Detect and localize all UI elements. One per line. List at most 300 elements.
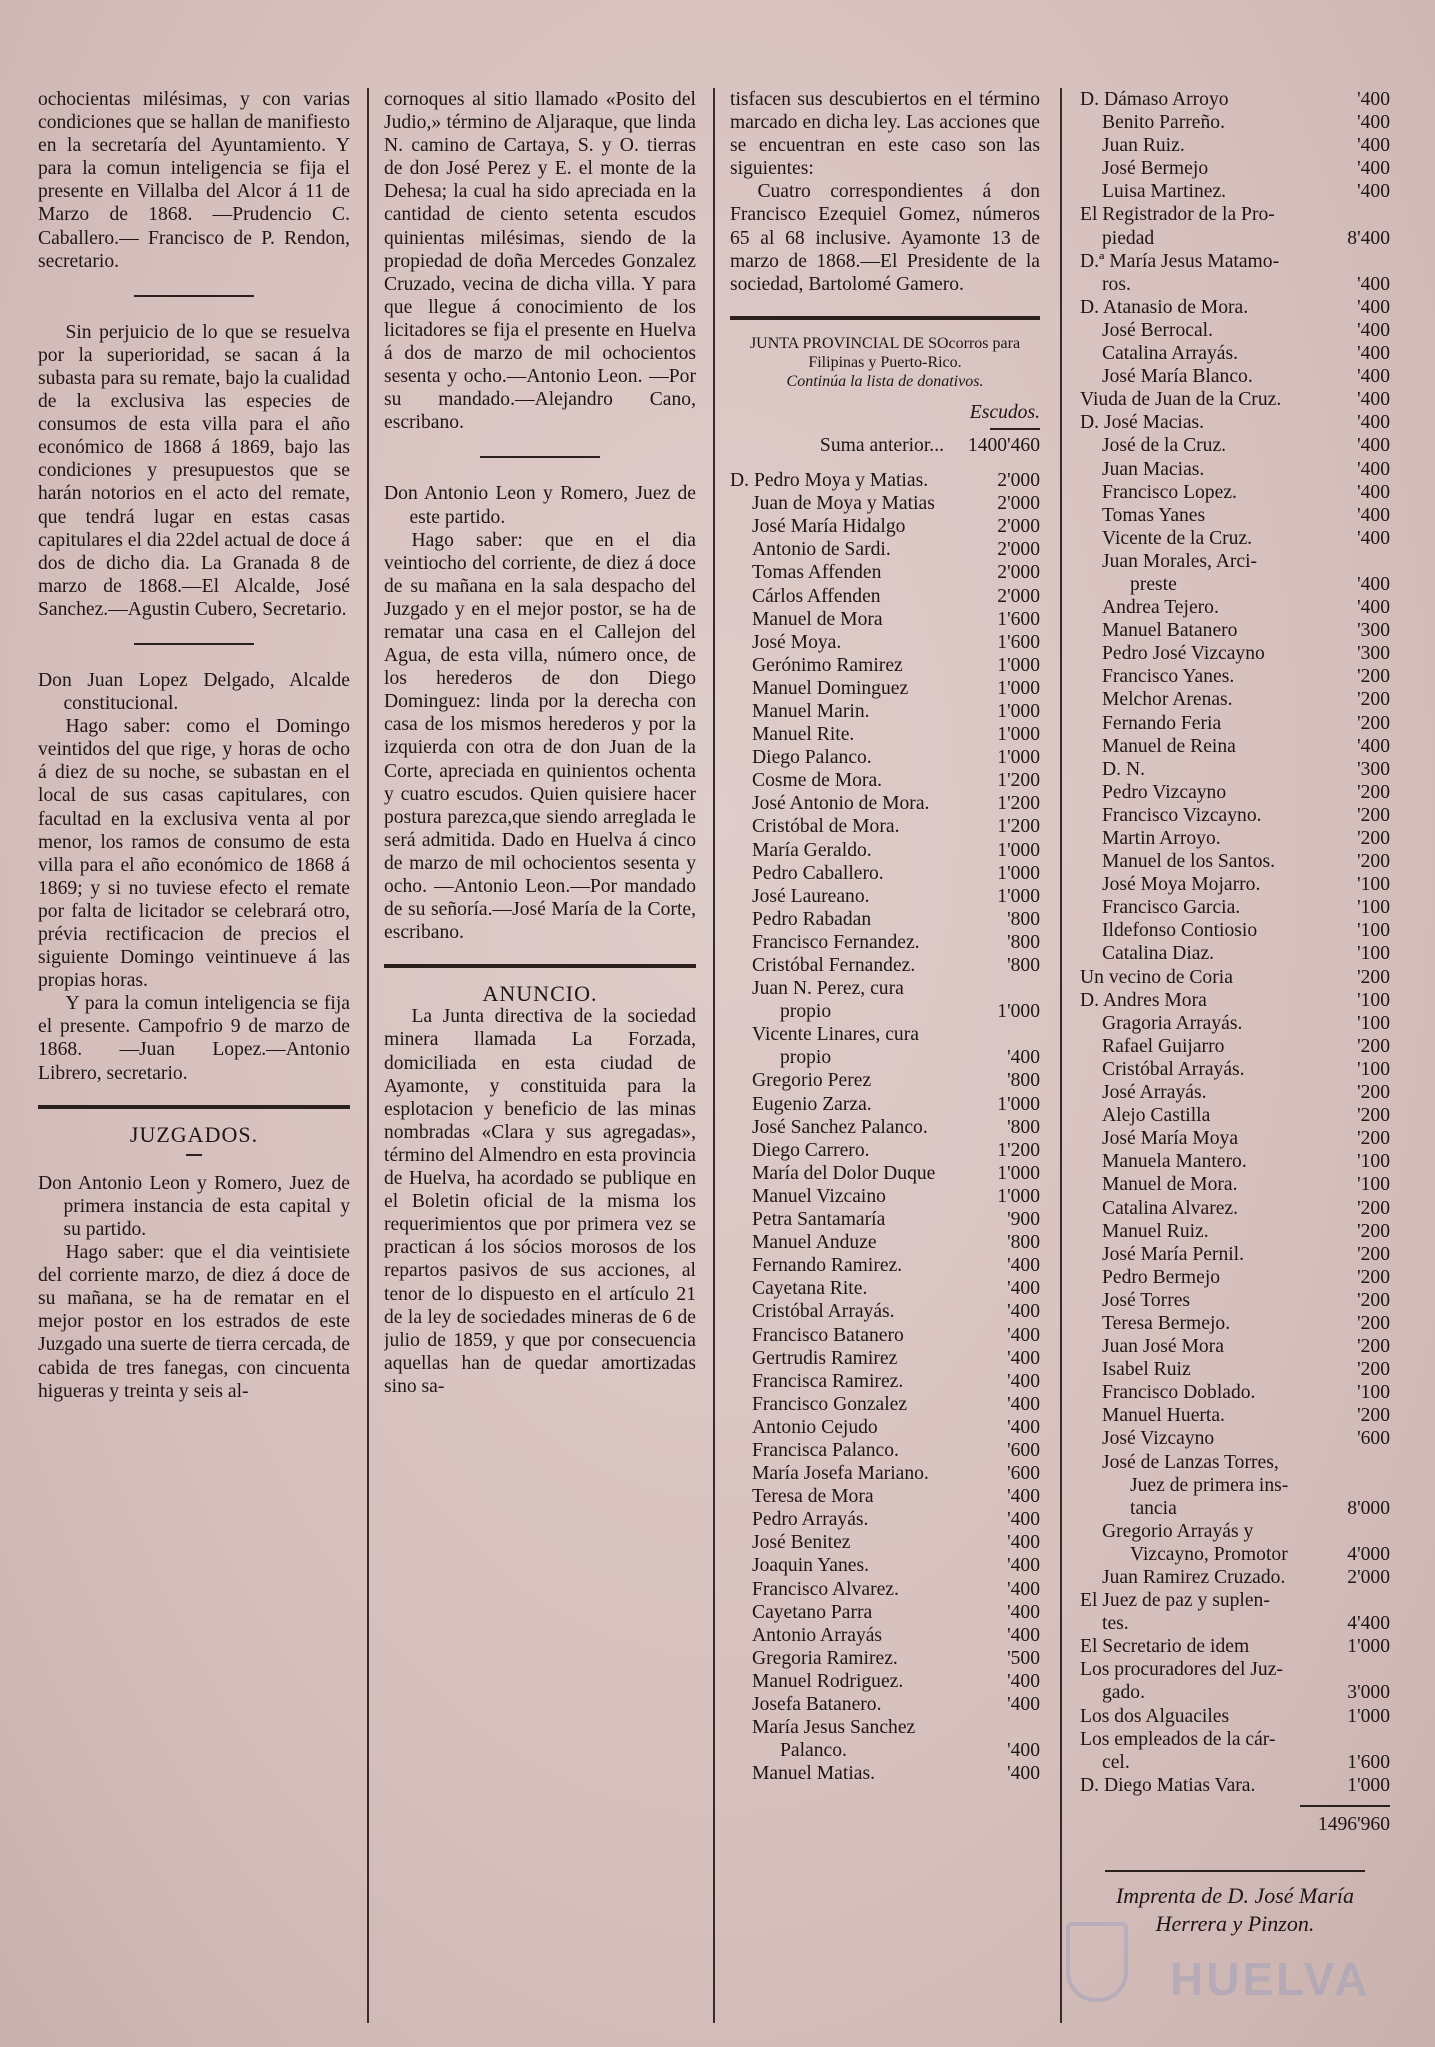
separator xyxy=(1105,1870,1365,1872)
donor-name: Catalina Alvarez. xyxy=(1102,1197,1239,1219)
donation-row xyxy=(730,839,1040,862)
donor-name: José Torres xyxy=(1102,1289,1191,1311)
donation-row xyxy=(730,1647,1040,1670)
watermark: HUELVA xyxy=(1170,1953,1371,2005)
notice-juzgado-header: Don Antonio Leon y Romero, Juez de primera instancia de esta capital y su partido. xyxy=(38,1172,350,1240)
donation-row xyxy=(1080,1266,1390,1289)
donation-row xyxy=(730,1693,1040,1716)
notice-forzada: La Junta directiva de la sociedad minera llamada La Forzada, domiciliada en esta ciudad de Ayamonte, y constituida para la esplotacion y beneficio de las minas nombradas «Clara y sus agregadas», término del Almendro en esta provincia de Huelva, ha acordado se publique en el Boletin oficial de la misma los requerimientos que por primera vez se practican á los sócios morosos de los repartos pasivos de sus acciones, al tenor de lo dispuesto en el artículo 21 de la ley de sociedades mineras de 6 de julio de 1859, y que por consecuencia aquellas han de quedar amortizadas sino sa- xyxy=(384,1006,696,1397)
donor-name: Vicente Linares, cura xyxy=(752,1024,919,1046)
donation-row xyxy=(1080,504,1390,527)
donor-name: D. Diego Matias Vara. xyxy=(1080,1774,1256,1796)
donor-name: Palanco. xyxy=(780,1740,847,1762)
donation-amount: 2'000 xyxy=(997,562,1040,584)
donation-amount: '400 xyxy=(1357,573,1390,595)
donor-name: propio xyxy=(780,1047,832,1069)
donation-row xyxy=(1080,873,1390,896)
donation-row xyxy=(730,1231,1040,1254)
donation-amount: '200 xyxy=(1357,1082,1390,1104)
donation-amount: '400 xyxy=(1007,1624,1040,1646)
donor-name: D. Andres Mora xyxy=(1080,989,1207,1011)
donation-amount: '400 xyxy=(1357,343,1390,365)
donation-amount: 1'000 xyxy=(1347,1636,1390,1658)
donor-name: Manuel Ruiz. xyxy=(1102,1220,1209,1242)
donor-name: José de la Cruz. xyxy=(1102,435,1227,457)
donation-row xyxy=(730,492,1040,515)
shield-icon xyxy=(1066,1922,1128,2002)
donation-amount: '400 xyxy=(1007,1601,1040,1623)
donation-amount: '800 xyxy=(1007,1232,1040,1254)
donation-row xyxy=(1080,1566,1390,1589)
separator xyxy=(134,643,254,645)
donor-name: Antonio Arrayás xyxy=(752,1624,883,1646)
donation-row xyxy=(1080,942,1390,965)
imprint: Imprenta de D. José María Herrera y Pinzon. xyxy=(1115,1883,1355,1937)
donation-row xyxy=(730,1624,1040,1647)
donation-row xyxy=(730,723,1040,746)
donor-name: Cristóbal Arrayás. xyxy=(1102,1058,1245,1080)
donation-row xyxy=(1080,458,1390,481)
donation-row xyxy=(1080,1150,1390,1173)
donation-amount: '200 xyxy=(1357,1359,1390,1381)
donation-amount: '400 xyxy=(1357,458,1390,480)
donation-row xyxy=(1080,1127,1390,1150)
donor-name: Tomas Affenden xyxy=(752,562,882,584)
donation-row xyxy=(1080,1728,1390,1751)
donation-row xyxy=(730,515,1040,538)
thick-rule xyxy=(38,1105,350,1109)
donor-name: Juan Morales, Arci- xyxy=(1102,550,1258,572)
donation-list xyxy=(1080,88,1390,1797)
donor-name: Diego Palanco. xyxy=(752,747,872,769)
donation-row xyxy=(1080,1635,1390,1658)
donation-row xyxy=(730,1370,1040,1393)
donation-row xyxy=(1080,735,1390,758)
column-4 xyxy=(1080,88,1390,2028)
donor-name: Pedro Caballero. xyxy=(752,862,884,884)
total-rule xyxy=(1300,1805,1390,1807)
donation-amount: '100 xyxy=(1357,897,1390,919)
donor-name: Cosme de Mora. xyxy=(752,770,883,792)
donation-row xyxy=(730,538,1040,561)
donation-amount: 2'000 xyxy=(997,585,1040,607)
donor-name: Teresa de Mora xyxy=(752,1486,874,1508)
donation-amount: 1'000 xyxy=(1347,1774,1390,1796)
notice-callejon-header: Don Antonio Leon y Romero, Juez de este partido. xyxy=(384,483,696,528)
donation-row xyxy=(1080,573,1390,596)
donation-amount: 1'000 xyxy=(997,654,1040,676)
donor-name: Gregorio Perez xyxy=(752,1070,872,1092)
donor-name: Luisa Martinez. xyxy=(1102,181,1227,203)
donation-row xyxy=(730,954,1040,977)
donation-row xyxy=(1080,527,1390,550)
donation-amount: '300 xyxy=(1357,620,1390,642)
donation-row xyxy=(730,792,1040,815)
donation-amount: '200 xyxy=(1357,851,1390,873)
donation-amount: '200 xyxy=(1357,1266,1390,1288)
donation-amount: '200 xyxy=(1357,828,1390,849)
donation-amount: '200 xyxy=(1357,666,1390,688)
donor-name: Pedro José Vizcayno xyxy=(1102,643,1265,665)
donor-name: Joaquin Yanes. xyxy=(752,1555,870,1577)
notice-campofrio-header: Don Juan Lopez Delgado, Alcalde constitucional. xyxy=(38,669,350,715)
notice-aljaraque: cornoques al sitio llamado «Posito del Judio,» término de Aljaraque, que linda N. camino de Cartaya, S. y O. tierras de don José Perez y E. el monte de la Dehesa; la cual ha sido apreciada en la cantidad de ciento setenta escudos quinientas milésimas, siendo de la propiedad de doña Mercedes Gonzalez Cruzado, vecina de dicha villa. Y para que llegue á conocimiento de los licitadores se fija el presente en Huelva á dos de marzo de mil ochocientos sesenta y ocho.—Antonio Leon. —Por su mandado.—Alejandro Cano, escribano. xyxy=(384,89,696,434)
donor-name: D. Dámaso Arroyo xyxy=(1080,89,1229,110)
separator xyxy=(134,295,254,297)
donation-amount: 1'000 xyxy=(1347,1705,1390,1727)
donation-amount: 1'200 xyxy=(997,816,1040,838)
donation-row xyxy=(1080,388,1390,411)
donation-amount: 2'000 xyxy=(997,493,1040,515)
donor-name: Pedro Rabadan xyxy=(752,908,872,930)
donation-row xyxy=(1080,919,1390,942)
donor-name: Francisco Batanero xyxy=(752,1324,904,1346)
donation-row xyxy=(1080,481,1390,504)
donor-name: Benito Parreño. xyxy=(1102,112,1225,134)
separator xyxy=(480,456,600,458)
donor-name: Petra Santamaría xyxy=(752,1209,886,1231)
donor-name: Juan de Moya y Matias xyxy=(752,493,935,515)
donation-row xyxy=(1080,411,1390,434)
donation-amount: '400 xyxy=(1357,735,1390,757)
donation-row xyxy=(730,1762,1040,1785)
donor-name: gado. xyxy=(1102,1682,1145,1704)
donor-name: María Jesus Sanchez xyxy=(752,1717,916,1739)
donor-name: Manuel Vizcaino xyxy=(752,1185,886,1207)
donation-amount: 1'000 xyxy=(997,1001,1040,1023)
donor-name: ros. xyxy=(1102,273,1131,295)
donation-row xyxy=(1080,688,1390,711)
donor-name: Pedro Bermejo xyxy=(1102,1266,1221,1288)
donation-row xyxy=(1080,1058,1390,1081)
donation-row xyxy=(730,1485,1040,1508)
donor-name: D.ª María Jesus Matamo- xyxy=(1080,250,1280,272)
donation-row xyxy=(1080,365,1390,388)
donation-row xyxy=(1080,1543,1390,1566)
donation-amount: '400 xyxy=(1007,1301,1040,1323)
thick-rule xyxy=(384,964,696,968)
donation-amount: '400 xyxy=(1357,366,1390,388)
donation-amount: '400 xyxy=(1007,1255,1040,1277)
donation-amount: '400 xyxy=(1007,1694,1040,1715)
donor-name: Francisco Vizcayno. xyxy=(1102,804,1262,826)
donation-row xyxy=(1080,1243,1390,1266)
donor-name: Francisco Alvarez. xyxy=(752,1578,899,1600)
donation-row xyxy=(730,1601,1040,1624)
donation-row xyxy=(1080,1520,1390,1543)
donation-row xyxy=(730,746,1040,769)
donor-name: José Sanchez Palanco. xyxy=(752,1116,928,1138)
donor-name: Francisco Yanes. xyxy=(1102,666,1235,688)
donor-name: María Geraldo. xyxy=(752,839,872,861)
donor-name: D. Atanasio de Mora. xyxy=(1080,296,1249,318)
donation-amount: 1'000 xyxy=(997,677,1040,699)
notice-campofrio-body: Hago saber: como el Domingo veintidos del que rige, y horas de ocho á diez de su noche, se subastan en el local de sus casas capitulares, con facultad en la exclusiva venta al por menor, los ramos de consumo de esta villa para el año económico de 1868 á 1869; y si no tuviese efecto el remate por falta de licitador se celebrará otro, prévia rectificacion de precios el siguiente Domingo veintinueve á las propias horas. xyxy=(38,716,350,992)
donation-row xyxy=(730,700,1040,723)
donation-amount: '400 xyxy=(1007,1763,1040,1785)
donor-name: piedad xyxy=(1102,227,1155,249)
donor-name: Los empleados de la cár- xyxy=(1080,1728,1276,1750)
donation-amount: '400 xyxy=(1357,481,1390,503)
donation-amount: '400 xyxy=(1357,435,1390,457)
donation-row xyxy=(1080,1381,1390,1404)
donation-amount: '200 xyxy=(1357,966,1390,988)
donation-amount: 1'000 xyxy=(997,1185,1040,1207)
donation-amount: '100 xyxy=(1357,989,1390,1011)
column-1 xyxy=(38,88,350,2028)
donation-row xyxy=(1080,758,1390,781)
donation-amount: '400 xyxy=(1357,181,1390,203)
donor-name: D. Pedro Moya y Matias. xyxy=(730,470,929,492)
donation-row xyxy=(730,608,1040,631)
donor-name: Andrea Tejero. xyxy=(1102,597,1219,619)
donation-amount: 2'000 xyxy=(997,516,1040,538)
donation-row xyxy=(1080,1358,1390,1381)
column-2 xyxy=(384,88,696,2028)
donor-name: José Vizcayno xyxy=(1102,1428,1215,1450)
donation-amount: '400 xyxy=(1007,1324,1040,1346)
donation-row xyxy=(1080,88,1390,111)
donation-amount: '200 xyxy=(1357,804,1390,826)
donor-name: Cayetano Parra xyxy=(752,1601,873,1623)
donation-row xyxy=(730,585,1040,608)
donation-row xyxy=(1080,850,1390,873)
donor-name: María Josefa Mariano. xyxy=(752,1463,929,1485)
donation-amount: 1'600 xyxy=(997,608,1040,630)
donation-amount: '200 xyxy=(1357,1243,1390,1265)
donation-amount: 4'400 xyxy=(1347,1613,1390,1635)
donation-row xyxy=(730,1462,1040,1485)
donor-name: El Secretario de idem xyxy=(1080,1636,1250,1658)
donor-name: Ildefonso Contiosio xyxy=(1102,920,1258,942)
donation-row xyxy=(1080,1173,1390,1196)
donation-amount: 1'000 xyxy=(997,1093,1040,1115)
donation-amount: '400 xyxy=(1007,1670,1040,1692)
donation-amount: '100 xyxy=(1357,920,1390,942)
donation-amount: 1'200 xyxy=(997,793,1040,815)
donation-amount: '800 xyxy=(1007,1116,1040,1138)
donation-row xyxy=(1080,712,1390,735)
donor-name: Francisco Gonzalez xyxy=(752,1393,908,1415)
donation-row xyxy=(1080,1220,1390,1243)
donation-row xyxy=(1080,1658,1390,1681)
donation-row xyxy=(1080,1589,1390,1612)
donor-name: Cristóbal de Mora. xyxy=(752,816,900,838)
donation-amount: '400 xyxy=(1357,597,1390,619)
donation-row xyxy=(730,1393,1040,1416)
currency-label: Escudos. xyxy=(969,401,1040,423)
donation-amount: '300 xyxy=(1357,758,1390,780)
donor-name: José María Hidalgo xyxy=(752,516,906,538)
donor-name: Manuel Dominguez xyxy=(752,677,909,699)
notice-forzada-cont: tisfacen sus descubiertos en el término marcado en dicha ley. Las acciones que se encuentran en este caso son las siguientes: xyxy=(730,89,1040,180)
notice-forzada-shares: Cuatro correspondientes á don Francisco Ezequiel Gomez, números 65 al 68 inclusive. Ayamonte 13 de marzo de 1868.—El Presidente de la sociedad, Bartolomé Gamero. xyxy=(730,181,1040,295)
donation-amount: '100 xyxy=(1357,1174,1390,1196)
donation-row xyxy=(730,1139,1040,1162)
donation-row xyxy=(730,931,1040,954)
notice-campofrio-closing: Y para la comun inteligencia se fija el presente. Campofrio 9 de marzo de 1868. —Juan Lopez.—Antonio Librero, secretario. xyxy=(38,993,350,1084)
donor-name: Manuel de Mora xyxy=(752,608,883,630)
donation-amount: 1'200 xyxy=(997,1139,1040,1161)
donation-amount: '400 xyxy=(1357,273,1390,295)
donor-name: Alejo Castilla xyxy=(1102,1105,1211,1127)
donation-row xyxy=(1080,781,1390,804)
donor-name: José María Pernil. xyxy=(1102,1243,1245,1265)
donation-row xyxy=(1080,642,1390,665)
donation-amount: '800 xyxy=(1007,931,1040,953)
donor-name: José de Lanzas Torres, xyxy=(1102,1451,1279,1473)
donation-amount: '300 xyxy=(1357,643,1390,665)
donation-amount: '400 xyxy=(1007,1347,1040,1369)
donation-amount: 1'000 xyxy=(997,839,1040,861)
donation-row xyxy=(730,1716,1040,1739)
donor-name: Antonio Cejudo xyxy=(752,1416,878,1438)
donation-row xyxy=(1080,1404,1390,1427)
donor-name: El Registrador de la Pro- xyxy=(1080,204,1275,226)
donor-name: José Berrocal. xyxy=(1102,319,1213,341)
donation-amount: '400 xyxy=(1007,1532,1040,1554)
heading-dash xyxy=(186,1154,202,1156)
donation-row xyxy=(730,561,1040,584)
donor-name: Rafael Guijarro xyxy=(1102,1035,1225,1057)
donation-amount: '400 xyxy=(1007,1555,1040,1577)
column-rule xyxy=(1060,88,1062,2023)
donor-name: Pedro Vizcayno xyxy=(1102,781,1227,803)
donor-name: Juez de primera ins- xyxy=(1130,1474,1289,1496)
donation-amount: '100 xyxy=(1357,874,1390,896)
notice-granada: Sin perjuicio de lo que se resuelva por la superioridad, se sacan á la subasta para su remate, bajo la cualidad de la exclusiva las especies de consumos de esta villa para el año económico de 1868 á 1869, bajo las condiciones y presupuestos que se harán notorios en el acto del remate, que tendrá lugar en estas casas capitulares el dia 22del actual de doce á dos de dicho dia. La Granada 8 de marzo de 1868.—El Alcalde, José Sanchez.—Agustin Cubero, Secretario. xyxy=(38,321,350,620)
donation-amount: '200 xyxy=(1357,1197,1390,1219)
donation-row xyxy=(1080,434,1390,457)
donation-amount: '100 xyxy=(1357,1012,1390,1034)
donation-amount: 2'000 xyxy=(997,470,1040,492)
donation-row xyxy=(1080,1427,1390,1450)
donor-name: Pedro Arrayás. xyxy=(752,1509,869,1531)
donation-row xyxy=(1080,1705,1390,1728)
donation-amount: 3'000 xyxy=(1347,1682,1390,1704)
donation-amount: '900 xyxy=(1007,1209,1040,1231)
donation-amount: '400 xyxy=(1357,412,1390,434)
donation-row xyxy=(1080,1474,1390,1497)
donor-name: Cayetana Rite. xyxy=(752,1278,868,1300)
donation-row xyxy=(1080,550,1390,573)
donation-row xyxy=(1080,966,1390,989)
donor-name: José María Blanco. xyxy=(1102,366,1253,388)
donation-row xyxy=(730,1254,1040,1277)
donor-name: Gerónimo Ramirez xyxy=(752,654,903,676)
notice-callejon-body: Hago saber: que en el dia veintiocho del corriente, de diez á doce de su mañana en la sala despacho del Juzgado y en el mejor postor, se ha de rematar una casa en el Callejon del Agua, de esta villa, número once, de los herederos de don Diego Dominguez: linda por la derecha con casa de los mismos herederos y por la izquierda con otra de don Juan de la Corte, apreciada en quinientos ochenta y cuatro escudos. Quien quisiere hacer postura parezca,que siendo arreglada le será admitida. Dado en Huelva á cinco de marzo de mil ochocientos sesenta y ocho. —Antonio Leon.—Por mandado de su señoría.—José María de la Corte, escribano. xyxy=(384,529,696,944)
donation-row xyxy=(1080,1751,1390,1774)
donor-name: Juan N. Perez, cura xyxy=(752,978,904,1000)
section-heading-juzgados: JUZGADOS. xyxy=(129,1121,259,1147)
donation-amount: '400 xyxy=(1357,112,1390,134)
donation-amount: 8'000 xyxy=(1347,1497,1390,1519)
donation-amount: '400 xyxy=(1007,1509,1040,1531)
donor-name: Antonio de Sardi. xyxy=(752,539,891,561)
donor-name: José Laureano. xyxy=(752,885,870,907)
donation-row xyxy=(730,815,1040,838)
donor-name: Martin Arroyo. xyxy=(1102,828,1221,849)
notice-juzgado-body: Hago saber: que el dia veintisiete del corriente marzo, de diez á doce de su mañana, se ha de rematar en el mejor postor en los estrados de este Juzgado una suerte de tierra cercada, de cabida de tres fanegas, con cincuenta higueras y treinta y seis al- xyxy=(38,1242,350,1402)
donor-name: Melchor Arenas. xyxy=(1102,689,1233,711)
donation-amount: '400 xyxy=(1007,1370,1040,1392)
donation-row xyxy=(1080,665,1390,688)
donation-amount: '400 xyxy=(1007,1578,1040,1600)
donation-amount: '400 xyxy=(1357,319,1390,341)
donation-row xyxy=(730,1739,1040,1762)
donation-row xyxy=(730,1347,1040,1370)
donation-row xyxy=(730,1116,1040,1139)
notice-villalba: ochocientas milésimas, y con varias condiciones que se hallan de manifiesto en la secretaría del Ayuntamiento. Y para la comun inteligencia se fija el presente en Villalba del Alcor á 11 de Marzo de 1868. —Prudencio C. Caballero.— Francisco de P. Rendon, secretario. xyxy=(38,89,350,272)
donor-name: José María Moya xyxy=(1102,1128,1239,1150)
donation-row xyxy=(1080,804,1390,827)
donation-amount: '400 xyxy=(1007,1740,1040,1762)
donation-row xyxy=(730,1208,1040,1231)
donation-row xyxy=(1080,1774,1390,1797)
donor-name: cel. xyxy=(1102,1751,1130,1773)
donation-amount: '200 xyxy=(1357,1105,1390,1127)
donor-name: preste xyxy=(1130,573,1177,595)
donation-amount: '200 xyxy=(1357,1289,1390,1311)
donor-name: D. N. xyxy=(1102,758,1145,780)
donor-name: Francisca Ramirez. xyxy=(752,1370,904,1392)
donation-amount: '800 xyxy=(1007,1070,1040,1092)
donation-row xyxy=(730,1300,1040,1323)
donor-name: Gragoria Arrayás. xyxy=(1102,1012,1243,1034)
donation-row xyxy=(730,977,1040,1000)
donation-row xyxy=(1080,1197,1390,1220)
donation-row xyxy=(730,469,1040,492)
donation-amount: 2'000 xyxy=(1347,1567,1390,1588)
donation-amount: 1'000 xyxy=(997,885,1040,907)
donor-name: Teresa Bermejo. xyxy=(1102,1312,1231,1334)
donation-row xyxy=(730,1185,1040,1208)
donor-name: Fernando Ramirez. xyxy=(752,1255,903,1277)
donor-name: Manuel Batanero xyxy=(1102,620,1238,642)
thick-rule xyxy=(730,316,1040,320)
donor-name: Manuela Mantero. xyxy=(1102,1151,1247,1173)
donation-row xyxy=(730,1000,1040,1023)
donation-amount: 1'200 xyxy=(997,770,1040,792)
donor-name: Los procuradores del Juz- xyxy=(1080,1659,1283,1681)
donor-name: Tomas Yanes xyxy=(1102,504,1206,526)
donation-row xyxy=(730,1093,1040,1116)
donor-name: Isabel Ruiz xyxy=(1102,1359,1191,1381)
donation-row xyxy=(730,1554,1040,1577)
donor-name: Juan Ramirez Cruzado. xyxy=(1102,1567,1286,1588)
donation-row xyxy=(1080,342,1390,365)
donation-amount: '400 xyxy=(1357,296,1390,318)
donor-name: Manuel Rodriguez. xyxy=(752,1670,904,1692)
donation-amount: '400 xyxy=(1357,158,1390,180)
donor-name: D. José Macias. xyxy=(1080,412,1205,434)
donor-name: Juan Ruiz. xyxy=(1102,135,1185,157)
donation-row xyxy=(730,677,1040,700)
donor-name: José Bermejo xyxy=(1102,158,1209,180)
donation-amount: '400 xyxy=(1007,1393,1040,1415)
donation-amount: '100 xyxy=(1357,943,1390,965)
donation-amount: '400 xyxy=(1357,135,1390,157)
donation-amount: 1'600 xyxy=(1347,1751,1390,1773)
donation-row xyxy=(730,1531,1040,1554)
donation-row xyxy=(1080,1035,1390,1058)
donor-name: Gertrudis Ramirez xyxy=(752,1347,898,1369)
donation-amount: '200 xyxy=(1357,1336,1390,1358)
donation-row xyxy=(730,908,1040,931)
donor-name: Francisco Lopez. xyxy=(1102,481,1237,503)
donor-name: Manuel de Mora. xyxy=(1102,1174,1238,1196)
donation-amount: 1'000 xyxy=(997,700,1040,722)
